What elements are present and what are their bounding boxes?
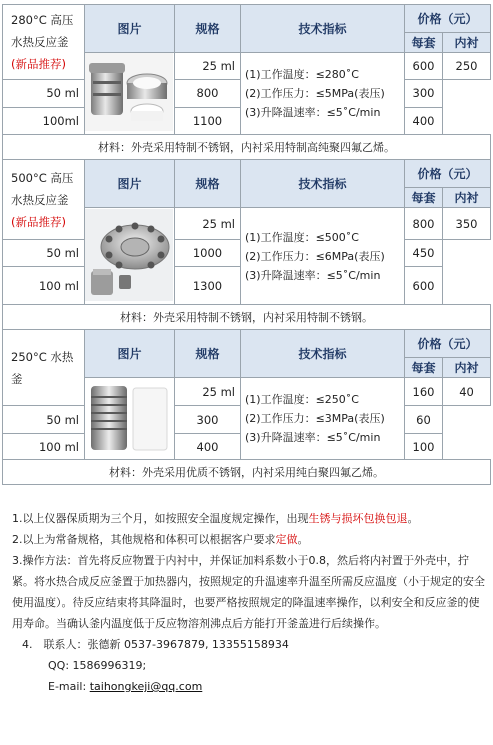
reactor-photo-3 xyxy=(85,378,173,456)
note-operation: 3.操作方法：首先将反应物置于内衬中，并保证加料系数小于0.8，然后将内衬置于外壳中，拧紧。将水热合成反应釜置于加热器内，按照规定的升温速率升温至所需反应温度（小于规定的安全使用温度）。待反应结束将其降温时，也要严格按照规定的降温速率操作，以利安全和反应釜的使用寿命。当确认釜内温度低于反应物溶剂沸点后方能打开釜盖进行后续操作。 xyxy=(12,554,485,630)
notes-section xyxy=(12,508,487,697)
header-spec: 规格 xyxy=(175,330,241,378)
header-tech: 技术指标 xyxy=(241,330,405,378)
reactor-photo-2 xyxy=(85,209,173,301)
spec-value: 50 ml xyxy=(3,240,85,267)
contact-block xyxy=(12,634,487,697)
contact-person: 4. 联系人：张德新 0537-3967879, 13355158934 xyxy=(22,638,289,651)
spec-value: 50 ml xyxy=(3,406,85,434)
spec-value: 25 ml xyxy=(175,53,241,80)
liner-price: 400 xyxy=(405,107,443,134)
header-liner-price: 内衬 xyxy=(443,33,491,53)
header-picture: 图片 xyxy=(85,330,175,378)
spec-value: 100 ml xyxy=(3,267,85,305)
header-liner-price: 内衬 xyxy=(443,358,491,378)
set-price: 800 xyxy=(405,208,443,240)
liner-price: 60 xyxy=(405,406,443,434)
header-tech: 技术指标 xyxy=(241,5,405,53)
tech-specs-1: (1)工作温度：≤280˚C (2)工作压力：≤5MPa(表压) (3)升降温速率：≤5˚C/min xyxy=(241,53,405,135)
header-picture: 图片 xyxy=(85,160,175,208)
header-spec: 规格 xyxy=(175,5,241,53)
product-photo-3 xyxy=(85,378,175,460)
liner-price: 40 xyxy=(443,378,491,406)
liner-price: 600 xyxy=(405,267,443,305)
header-liner-price: 内衬 xyxy=(443,188,491,208)
product-photo-2 xyxy=(85,208,175,305)
product-table xyxy=(2,4,491,485)
product-name-1: 280°C 高压 水热反应釜 (新品推荐) xyxy=(3,5,85,80)
note-custom: 2.以上为常备规格，其他规格和体积可以根据客户要求定做。 xyxy=(12,533,309,546)
custom-highlight: 定做 xyxy=(275,533,298,546)
liner-price: 350 xyxy=(443,208,491,240)
header-price: 价格（元） xyxy=(405,330,491,358)
email-link[interactable]: taihongkeji@qq.com xyxy=(89,680,203,693)
contact-qq: QQ: 1586996319; xyxy=(48,659,147,672)
note-warranty: 1.以上仪器保质期为三个月，如按照安全温度规定操作，出现生锈与损坏包换包退。 xyxy=(12,512,419,525)
product-photo-1 xyxy=(85,53,175,135)
tech-specs-2: (1)工作温度：≤500˚C (2)工作压力：≤6MPa(表压) (3)升降温速率：≤5˚C/min xyxy=(241,208,405,305)
header-price: 价格（元） xyxy=(405,160,491,188)
header-spec: 规格 xyxy=(175,160,241,208)
liner-price: 450 xyxy=(405,240,443,267)
product-name-2: 500°C 高压 水热反应釜 (新品推荐) xyxy=(3,160,85,240)
set-price: 1000 xyxy=(175,240,241,267)
header-tech: 技术指标 xyxy=(241,160,405,208)
warranty-highlight: 生锈与损坏包换包退 xyxy=(308,512,408,525)
header-set-price: 每套 xyxy=(405,188,443,208)
material-note-2: 材料：外壳采用特制不锈钢，内衬采用特制不锈钢。 xyxy=(3,305,491,330)
set-price: 1300 xyxy=(175,267,241,305)
spec-value: 50 ml xyxy=(3,80,85,107)
liner-price: 250 xyxy=(443,53,491,80)
new-badge: (新品推荐) xyxy=(11,214,66,229)
liner-price: 100 xyxy=(405,434,443,460)
spec-value: 25 ml xyxy=(175,208,241,240)
tech-specs-3: (1)工作温度：≤250˚C (2)工作压力：≤3MPa(表压) (3)升降温速率：≤5˚C/min xyxy=(241,378,405,460)
header-price: 价格（元） xyxy=(405,5,491,33)
spec-value: 100 ml xyxy=(3,434,85,460)
set-price: 600 xyxy=(405,53,443,80)
material-note-1: 材料：外壳采用特制不锈钢，内衬采用特制高纯聚四氟乙烯。 xyxy=(3,135,491,160)
set-price: 1100 xyxy=(175,107,241,134)
contact-email: E-mail: taihongkeji@qq.com xyxy=(48,680,203,693)
spec-value: 25 ml xyxy=(175,378,241,406)
set-price: 300 xyxy=(175,406,241,434)
header-picture: 图片 xyxy=(85,5,175,53)
set-price: 800 xyxy=(175,80,241,107)
new-badge: (新品推荐) xyxy=(11,57,66,72)
header-set-price: 每套 xyxy=(405,358,443,378)
set-price: 160 xyxy=(405,378,443,406)
set-price: 400 xyxy=(175,434,241,460)
material-note-3: 材料：外壳采用优质不锈钢，内衬采用纯白聚四氟乙烯。 xyxy=(3,460,491,485)
header-set-price: 每套 xyxy=(405,33,443,53)
liner-price: 300 xyxy=(405,80,443,107)
product-name-3: 250°C 水热 釜 xyxy=(3,330,85,406)
spec-value: 100ml xyxy=(3,107,85,134)
reactor-photo-1 xyxy=(85,53,173,131)
